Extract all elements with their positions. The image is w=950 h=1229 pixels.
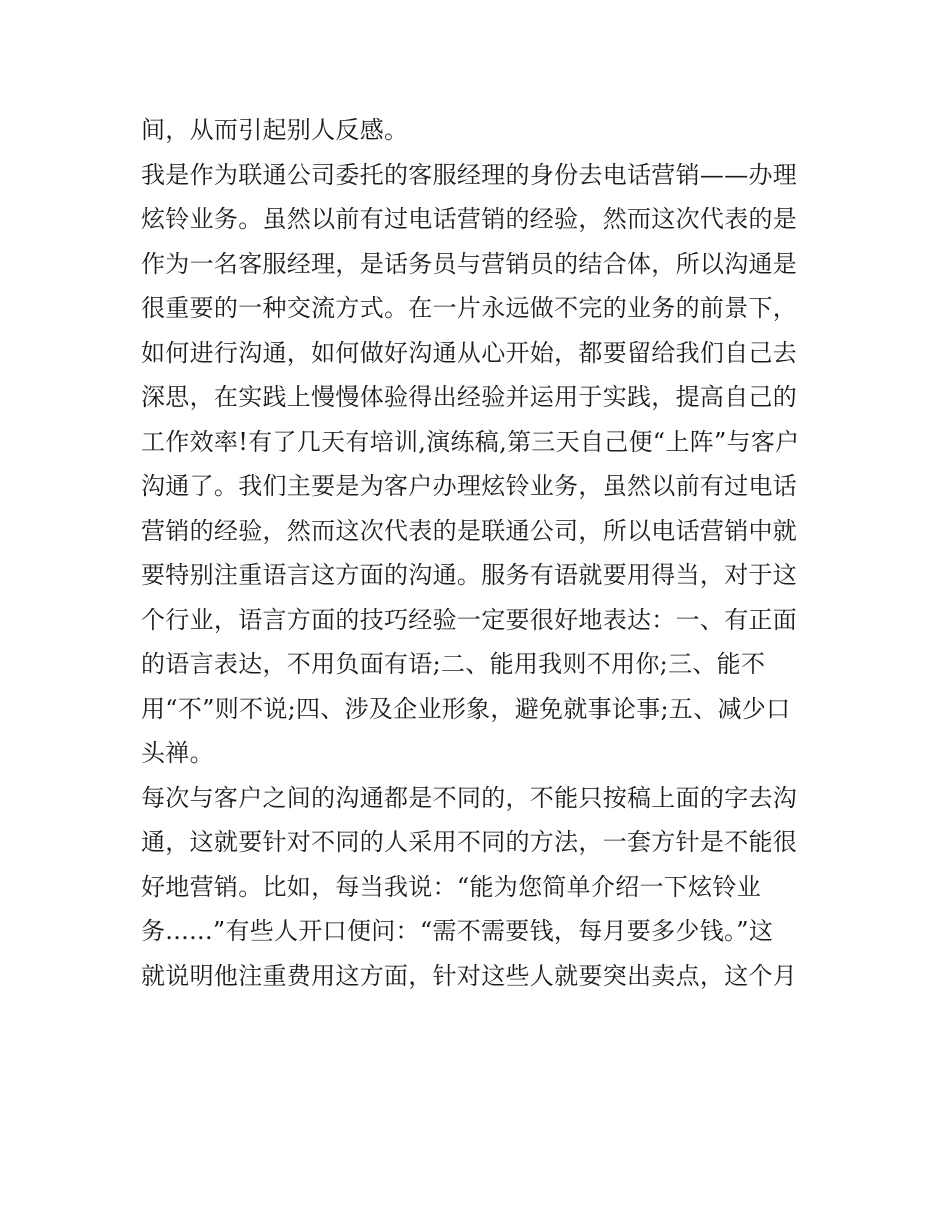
text-line: 炫铃业务。虽然以前有过电话营销的经验，然而这次代表的是: [141, 205, 798, 233]
text-line: 我是作为联通公司委托的客服经理的身份去电话营销——办理: [141, 160, 798, 189]
body-text: [141, 108, 821, 998]
text-line: 作为一名客服经理，是话务员与营销员的结合体，所以沟通是: [141, 249, 798, 278]
text-line: 工作效率!有了几天有培训,演练稿,第三天自己便“上阵”与客户: [141, 427, 800, 456]
text-line: 很重要的一种交流方式。在一片永远做不完的业务的前景下，: [141, 294, 798, 322]
text-line: 用“不”则不说;四、涉及企业形象，避免就事论事;五、减少口: [141, 694, 791, 723]
text-line: 营销的经验，然而这次代表的是联通公司，所以电话营销中就: [141, 516, 798, 545]
text-line: 务......”有些人开口便问：“需不需要钱，每月要多少钱。”这: [141, 917, 774, 945]
text-line: 每次与客户之间的沟通都是不同的，不能只按稿上面的字去沟: [141, 783, 798, 812]
text-line: 间，从而引起别人反感。: [141, 116, 409, 144]
text-line: 通，这就要针对不同的人采用不同的方法，一套方针是不能很: [141, 828, 798, 856]
text-line: 要特别注重语言这方面的沟通。服务有语就要用得当，对于这: [141, 561, 798, 589]
text-line: 沟通了。我们主要是为客户办理炫铃业务，虽然以前有过电话: [141, 472, 798, 500]
text-line: 好地营销。比如，每当我说：“能为您简单介绍一下炫铃业: [141, 872, 762, 901]
text-line: 头禅。: [141, 739, 214, 767]
text-line: 如何进行沟通，如何做好沟通从心开始，都要留给我们自己去: [141, 338, 798, 367]
text-line: 深思，在实践上慢慢体验得出经验并运用于实践，提高自己的: [141, 383, 798, 411]
text-line: 就说明他注重费用这方面，针对这些人就要突出卖点，这个月: [141, 961, 798, 990]
text-line: 的语言表达，不用负面有语;二、能用我则不用你;三、能不: [141, 650, 766, 678]
text-line: 个行业，语言方面的技巧经验一定要很好地表达：一、有正面: [141, 605, 798, 634]
